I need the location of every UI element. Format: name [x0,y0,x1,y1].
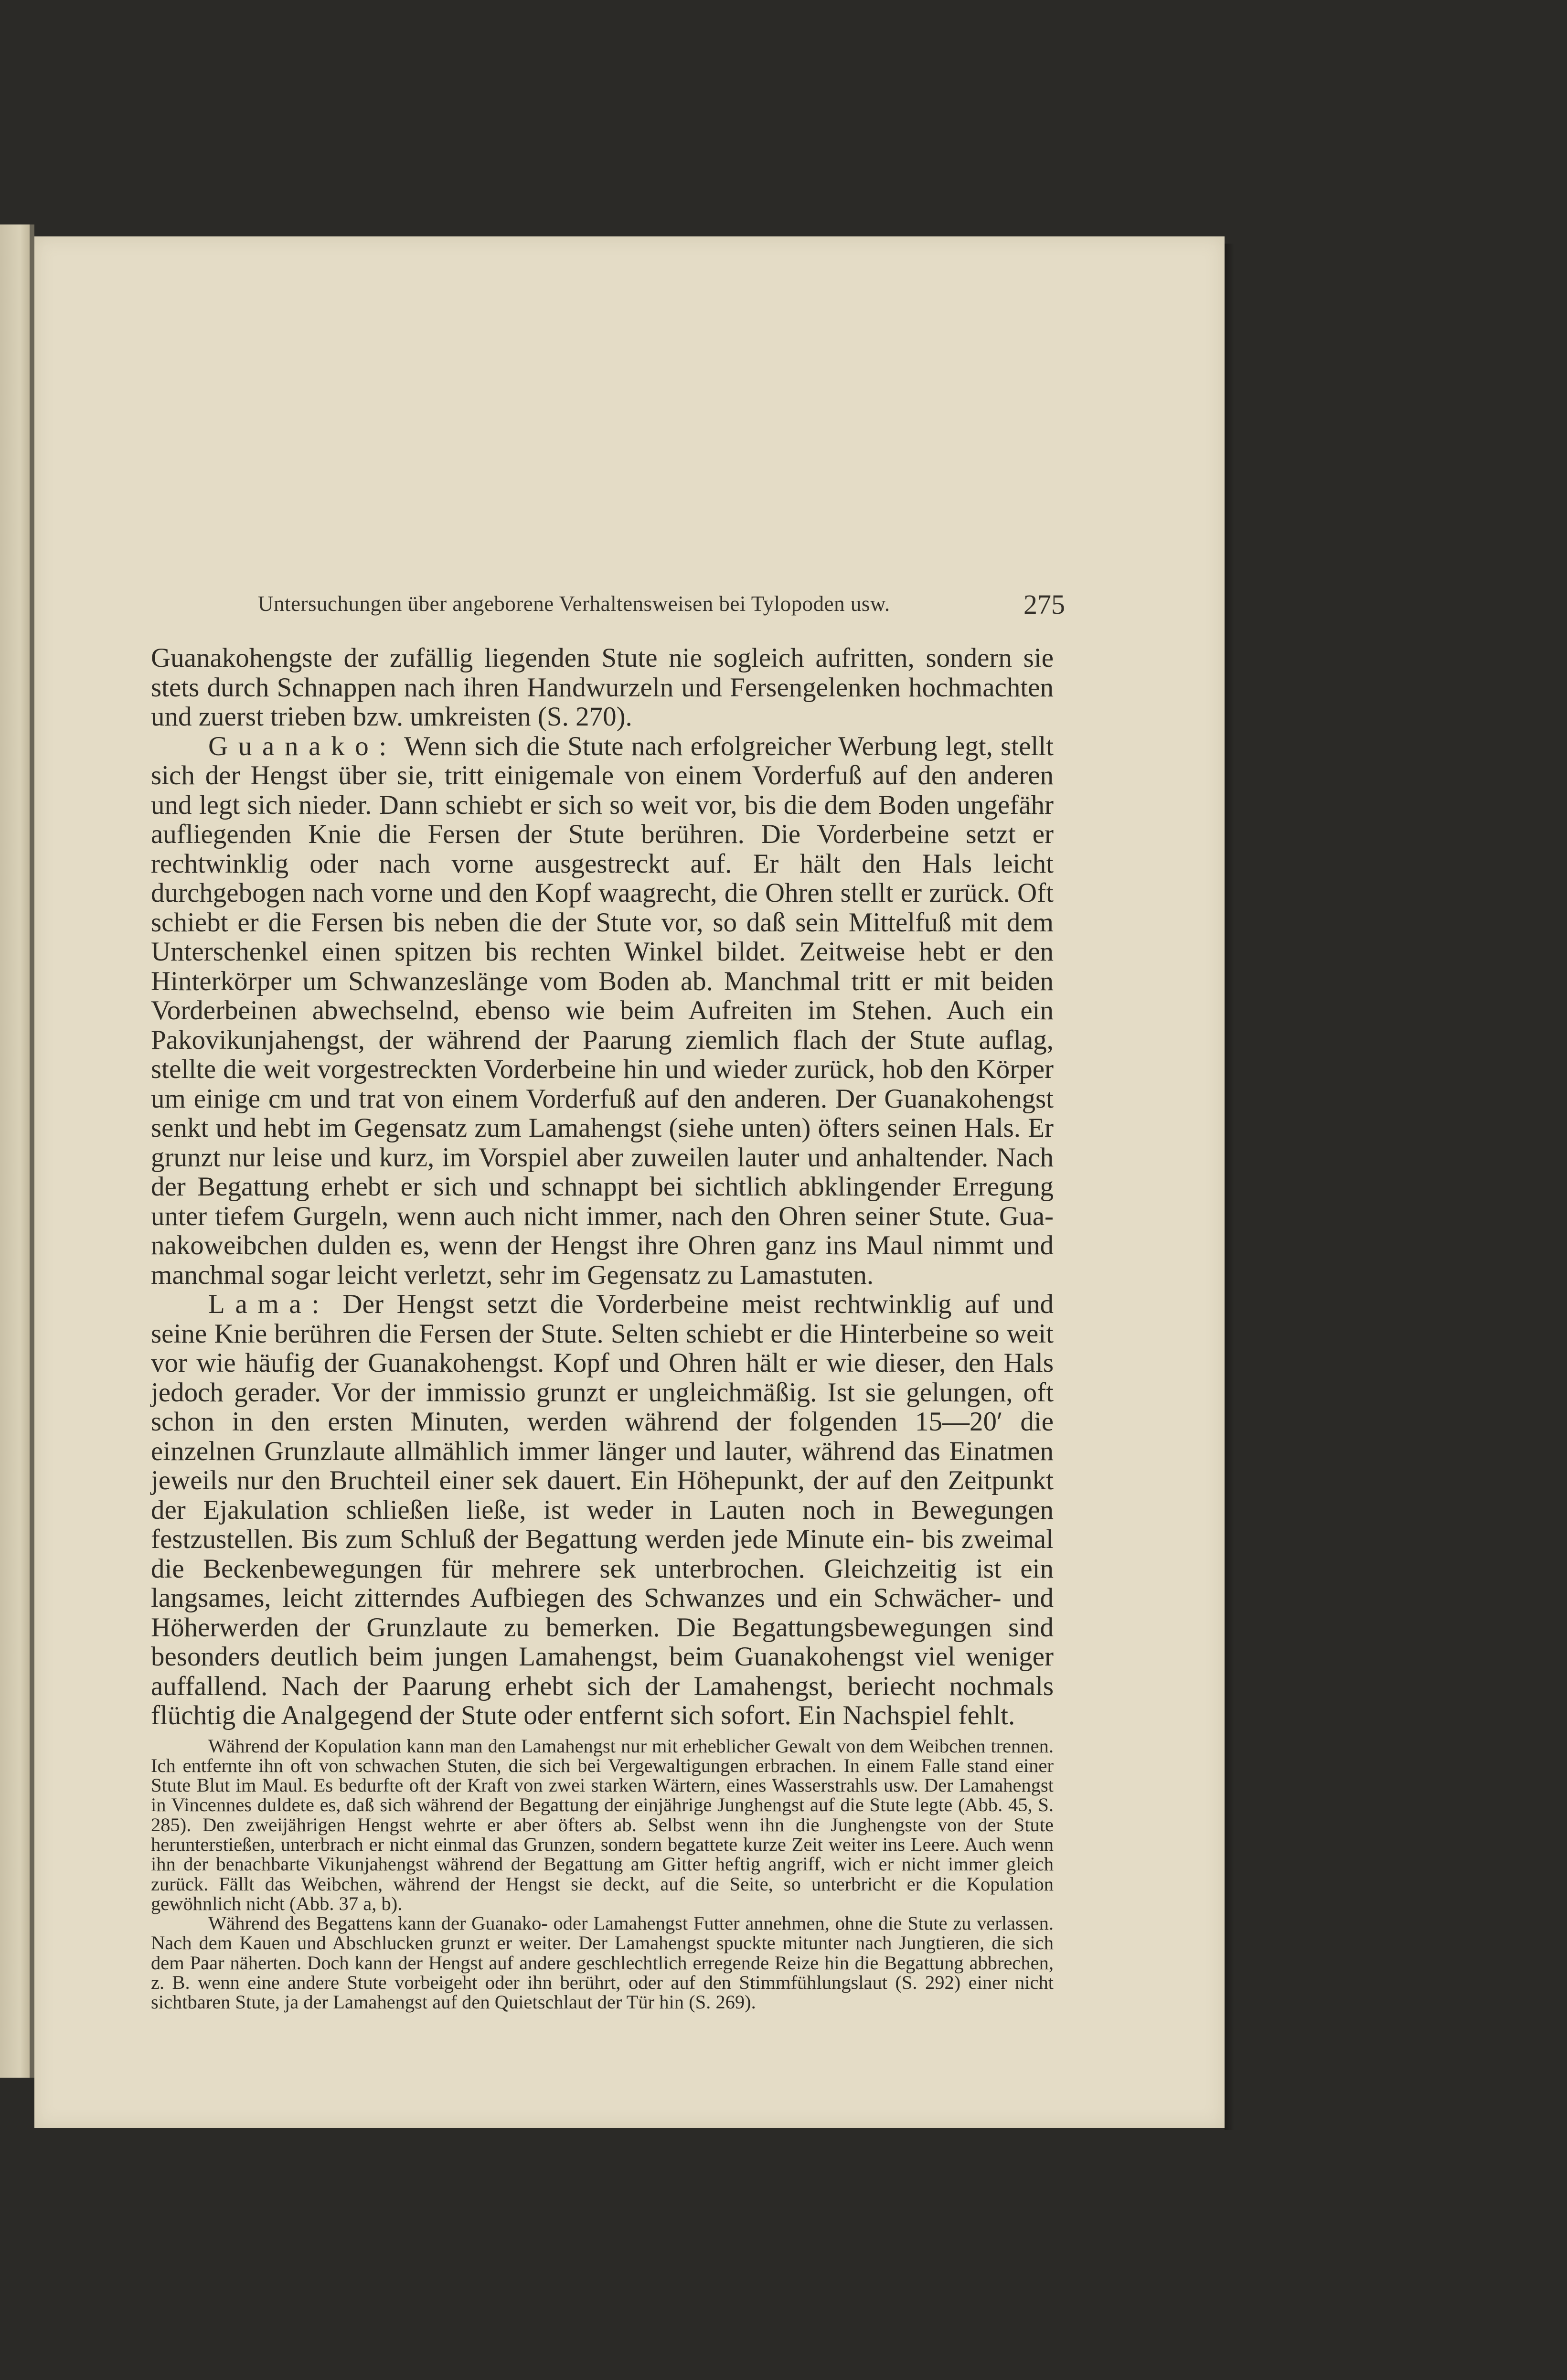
book-gutter [30,224,34,2078]
guanako-text: Wenn sich die Stute nach erfolgreicher Werbung legt, stellt sich der Hengst über sie, tritt einigemale von einem Vorderfuß auf den anderen und legt sich nieder. Dann schiebt er sich so weit vor, bis die dem Boden ungefähr aufliegenden Knie die Fersen der Stute berühren. Die Vorderbeine setzt er rechtwinklig oder nach vorne ausgestreckt auf. Er hält den Hals leicht durchgebogen nach vorne und den Kopf waagrecht, die Ohren stellt er zurück. Oft schiebt er die Fersen bis neben die der Stute vor, so daß sein Mittelfuß mit dem Unterschenkel einen spitzen bis rechten Winkel bildet. Zeitweise hebt er den Hinterkörper um Schwanzeslänge vom Boden ab. Manchmal tritt er mit beiden Vorderbeinen abwechselnd, ebenso wie beim Aufreiten im Stehen. Auch ein Pakovikunjahengst, der während der Paarung ziemlich flach der Stute auflag, stellte die weit vorgestreckten Vorderbeine hin und wieder zurück, hob den Körper um einige cm und trat von einem Vorderfuß auf den anderen. Der Guanakohengst senkt und hebt im Gegensatz zum Lamahengst (siehe unten) öfters seinen Hals. Er grunzt nur leise und kurz, im Vorspiel aber zuweilen lauter und anhaltender. Nach der Begattung erhebt er sich und schnappt bei sichtlich abklingender Erregung unter tiefem Gurgeln, wenn auch nicht immer, nach den Ohren seiner Stute. Guanakoweibchen dulden es, wenn der Hengst ihre Ohren ganz ins Maul nimmt und manchmal sogar leicht verletzt, sehr im Gegensatz zu Lamastuten. [151,731,1054,1290]
small-paragraph-kopulation: Während der Kopulation kann man den Lamahengst nur mit erheblicher Gewalt von dem Weibchen trennen. Ich entfernte ihn oft von schwachen Stuten, die sich bei Vergewaltigungen erbrachen. In einem Falle stand einer Stute Blut im Maul. Es bedurfte oft der Kraft von zwei starken Wärtern, eines Wasserstrahls usw. Der Lamahengst in Vincennes duldete es, daß sich während der Begattung der einjährige Junghengst auf die Stute legte (Abb. 45, S. 285). Den zweijährigen Hengst wehrte er aber öfters ab. Selbst wenn ihn die Junghengste von der Stute herunterstießen, unterbrach er nicht einmal das Grunzen, sondern begattete kurze Zeit weiter ins Leere. Auch wenn ihn der benachbarte Vikunjahengst während der Begattung am Gitter heftig angriff, wich er nicht immer gleich zurück. Fällt das Weibchen, während der Hengst sie deckt, auf die Seite, so unterbricht er die Kopulation gewöhnlich nicht (Abb. 37 a, b). [151,1735,1054,1914]
small-paragraph-begatten: Während des Begattens kann der Guanako- oder Lamahengst Futter annehmen, ohne die Stute zu verlassen. Nach dem Kauen und Abschlucken grunzt er weiter. Der Lamahengst spuckte mitunter nach Jungtieren, die sich dem Paar näherten. Doch kann der Hengst auf andere geschlechtlich erregende Reize hin die Begattung abbrechen, z. B. wenn eine andere Stute vorbeigeht oder ihn berührt, oder auf den Stimmfühlungslaut (S. 292) einer nicht sichtbaren Stute, ja der Lamahengst auf den Quietschlaut der Tür hin (S. 269). [151,1912,1054,2013]
page-number: 275 [1023,589,1065,620]
paragraph-lama [151,1290,1054,1730]
page-shadow [1225,244,1234,2130]
facing-page-edge [0,224,33,2078]
paragraph-guanako [151,732,1054,1290]
guanako-label: Guanako: [208,731,397,761]
lama-text: Der Hengst setzt die Vorderbeine meist rechtwinklig auf und seine Knie berühren die Fersen der Stute. Selten schiebt er die Hinterbeine so weit vor wie häufig der Guanakohengst. Kopf und Ohren hält er wie dieser, den Hals jedoch gerader. Vor der immissio grunzt er ungleichmäßig. Ist sie gelungen, oft schon in den ersten Minuten, werden während der folgenden 15—20′ die einzelnen Grunzlaute allmählich immer länger und lauter, während das Einatmen jeweils nur den Bruchteil einer sek dauert. Ein Höhepunkt, der auf den Zeitpunkt der Ejakulation schließen ließe, ist weder in Lauten noch in Bewegungen festzustellen. Bis zum Schluß der Begattung werden jede Minute ein- bis zweimal die Beckenbewegungen für mehrere sek unterbrochen. Gleichzeitig ist ein langsames, leicht zitterndes Aufbiegen des Schwanzes und ein Schwächer- und Höherwerden der Grunzlaute zu bemerken. Die Begattungsbewegungen sind besonders deutlich beim jungen Lamahengst, beim Guanakohengst viel weniger auffallend. Nach der Paarung erhebt sich der Lamahengst, beriecht nochmals flüchtig die Analgegend der Stute oder entfernt sich sofort. Ein Nachspiel fehlt. [151,1289,1054,1730]
page-header [258,591,1065,630]
lama-label: Lama: [208,1289,330,1319]
book-page [34,236,1225,2128]
running-head: Untersuchungen über angeborene Verhaltensweisen bei Tylopoden usw. [258,592,890,616]
main-text [151,643,1054,2012]
paragraph-continuation: Guanakohengste der zufällig liegenden Stute nie sogleich aufritten, sondern sie stets durch Schnappen nach ihren Handwurzeln und Fersengelenken hochmachten und zuerst trieben bzw. umkreisten (S. 270). [151,643,1054,732]
